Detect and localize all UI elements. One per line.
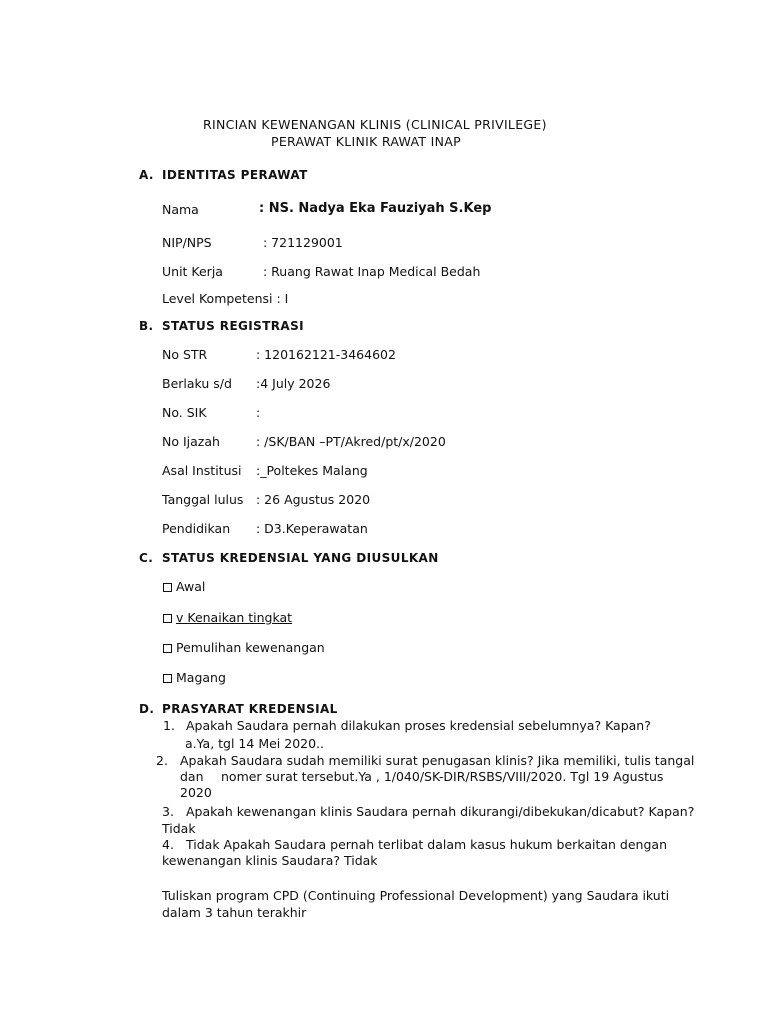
field-label-unit-kerja: Unit Kerja <box>162 264 223 279</box>
field-label-nama: Nama <box>162 202 199 217</box>
question-2-number: 2. <box>156 753 168 768</box>
field-label-nip: NIP/NPS <box>162 235 212 250</box>
document-subtitle: PERAWAT KLINIK RAWAT INAP <box>271 134 461 149</box>
field-label-no-str: No STR <box>162 347 208 362</box>
field-level-kompetensi: Level Kompetensi : I <box>162 291 289 306</box>
field-value-pendidikan: : D3.Keperawatan <box>256 521 368 536</box>
section-d-letter: D. <box>139 702 155 716</box>
option-kenaikan-tingkat-label: v Kenaikan tingkat <box>176 610 293 625</box>
question-2-line-2-lead: dan <box>180 769 204 784</box>
option-pemulihan-kewenangan-label: Pemulihan kewenangan <box>176 640 325 655</box>
field-value-unit-kerja: : Ruang Rawat Inap Medical Bedah <box>263 264 481 279</box>
field-value-asal-institusi: :_Poltekes Malang <box>256 463 368 478</box>
option-kenaikan-tingkat[interactable] <box>163 610 292 626</box>
section-a-letter: A. <box>139 168 154 182</box>
document-title: RINCIAN KEWENANGAN KLINIS (CLINICAL PRIVILEGE) <box>203 117 547 132</box>
question-1-answer: a.Ya, tgl 14 Mei 2020.. <box>185 736 324 751</box>
section-c-letter: C. <box>139 551 154 565</box>
option-pemulihan-kewenangan[interactable] <box>163 640 325 656</box>
cpd-instruction-line-2: dalam 3 tahun terakhir <box>162 905 307 920</box>
field-label-tanggal-lulus: Tanggal lulus <box>162 492 244 507</box>
checkbox-awal[interactable] <box>163 583 172 592</box>
option-awal-label: Awal <box>176 579 206 594</box>
section-d-heading: PRASYARAT KREDENSIAL <box>162 702 338 716</box>
field-value-berlaku: :4 July 2026 <box>256 376 331 391</box>
field-value-no-ijazah: : /SK/BAN –PT/Akred/pt/x/2020 <box>256 434 446 449</box>
section-a-heading: IDENTITAS PERAWAT <box>162 168 308 182</box>
field-value-nip: : 721129001 <box>263 235 343 250</box>
question-3-text: Apakah kewenangan klinis Saudara pernah dikurangi/dibekukan/dicabut? Kapan? <box>186 804 695 819</box>
question-1-text: Apakah Saudara pernah dilakukan proses kredensial sebelumnya? Kapan? <box>186 718 651 733</box>
question-2-line-3: 2020 <box>180 785 212 800</box>
question-2-line-1: Apakah Saudara sudah memiliki surat penugasan klinis? Jika memiliki, tulis tangal <box>180 753 695 768</box>
checkbox-magang[interactable] <box>163 674 172 683</box>
section-c-heading: STATUS KREDENSIAL YANG DIUSULKAN <box>162 551 439 565</box>
question-1-number: 1. <box>163 718 175 733</box>
section-b-heading: STATUS REGISTRASI <box>162 319 305 333</box>
field-value-no-str: : 120162121-3464602 <box>256 347 396 362</box>
option-magang[interactable] <box>163 670 226 686</box>
option-magang-label: Magang <box>176 670 226 685</box>
section-b-letter: B. <box>139 319 154 333</box>
question-4-text: Tidak Apakah Saudara pernah terlibat dalam kasus hukum berkaitan dengan <box>186 837 667 852</box>
field-label-no-ijazah: No Ijazah <box>162 434 220 449</box>
checkbox-pemulihan-kewenangan[interactable] <box>163 644 172 653</box>
field-label-berlaku: Berlaku s/d <box>162 376 232 391</box>
question-4-number: 4. <box>162 837 174 852</box>
option-awal[interactable] <box>163 579 205 595</box>
field-value-no-sik: : <box>256 405 261 420</box>
question-2-line-2: nomer surat tersebut.Ya , 1/040/SK-DIR/RSBS/VIII/2020. Tgl 19 Agustus <box>221 769 664 784</box>
question-3-number: 3. <box>162 804 174 819</box>
field-label-asal-institusi: Asal Institusi <box>162 463 242 478</box>
field-value-nama: : NS. Nadya Eka Fauziyah S.Kep <box>259 201 492 216</box>
question-4-line-2: kewenangan klinis Saudara? Tidak <box>162 853 378 868</box>
cpd-instruction-line-1: Tuliskan program CPD (Continuing Professional Development) yang Saudara ikuti <box>162 888 670 903</box>
field-label-no-sik: No. SIK <box>162 405 207 420</box>
field-value-tanggal-lulus: : 26 Agustus 2020 <box>256 492 371 507</box>
field-label-pendidikan: Pendidikan <box>162 521 231 536</box>
question-3-answer: Tidak <box>162 821 196 836</box>
checkbox-kenaikan-tingkat[interactable] <box>163 614 172 623</box>
